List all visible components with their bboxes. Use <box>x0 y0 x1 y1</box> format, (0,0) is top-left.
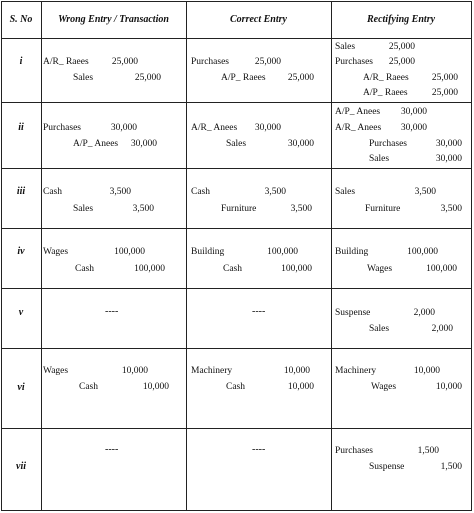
rect-amount: 1,500 <box>417 446 439 456</box>
correct-debit-amount: 10,000 <box>283 366 310 376</box>
rect-account: Machinery <box>335 366 377 376</box>
correct-debit-amount: 25,000 <box>254 57 281 67</box>
row-number: iii <box>16 186 26 197</box>
wrong-debit-account: Wages <box>43 366 69 376</box>
correct-credit-account: Sales <box>226 139 247 149</box>
correct-debit-account: Building <box>191 247 225 257</box>
wrong-debit-account: Wages <box>43 247 69 257</box>
rect-account: A/R_ Raees <box>363 73 409 83</box>
correct-entry-dash: ---- <box>252 306 266 317</box>
row-number: vi <box>17 382 25 393</box>
correct-debit-account: Purchases <box>191 57 229 67</box>
wrong-debit-amount: 25,000 <box>111 57 138 67</box>
wrong-credit-account: A/P_ Anees <box>73 139 119 149</box>
rect-account: Sales <box>369 324 390 334</box>
wrong-debit-account: A/R_ Raees <box>43 57 89 67</box>
wrong-entry-dash: ---- <box>105 444 119 455</box>
header-rectifying-entry: Rectifying Entry <box>366 14 436 25</box>
rect-account: Wages <box>371 382 397 392</box>
correct-credit-account: Furniture <box>221 204 257 214</box>
rect-account: Sales <box>369 154 390 164</box>
row-number: vii <box>16 461 26 472</box>
wrong-credit-account: Sales <box>73 204 94 214</box>
rect-account: A/P_ Anees <box>335 107 381 117</box>
rect-amount: 2,000 <box>413 308 435 318</box>
rect-account: Sales <box>335 42 356 52</box>
wrong-debit-account: Purchases <box>43 123 81 133</box>
header-correct-entry: Correct Entry <box>230 14 287 25</box>
wrong-credit-amount: 30,000 <box>130 139 157 149</box>
correct-credit-amount: 3,500 <box>290 204 312 214</box>
correct-credit-account: Cash <box>226 382 245 392</box>
rect-account: Sales <box>335 187 356 197</box>
correct-debit-amount: 100,000 <box>267 247 298 257</box>
rect-account: Purchases <box>335 446 373 456</box>
rectification-table <box>1 1 472 511</box>
rect-amount: 25,000 <box>388 57 415 67</box>
rect-account: A/R_ Anees <box>335 123 382 133</box>
rect-amount: 100,000 <box>407 247 438 257</box>
correct-credit-account: A/P_ Raees <box>221 73 266 83</box>
wrong-credit-amount: 10,000 <box>142 382 169 392</box>
wrong-credit-account: Cash <box>79 382 98 392</box>
rect-amount: 25,000 <box>431 88 458 98</box>
correct-credit-account: Cash <box>223 264 242 274</box>
rect-amount: 30,000 <box>435 154 462 164</box>
rect-account: Wages <box>367 264 393 274</box>
rect-amount: 3,500 <box>414 187 436 197</box>
wrong-entry-dash: ---- <box>105 306 119 317</box>
rect-amount: 1,500 <box>440 462 462 472</box>
rect-amount: 25,000 <box>388 42 415 52</box>
rect-amount: 10,000 <box>413 366 440 376</box>
rect-amount: 30,000 <box>400 107 427 117</box>
correct-debit-amount: 30,000 <box>254 123 281 133</box>
wrong-debit-amount: 10,000 <box>121 366 148 376</box>
rect-amount: 10,000 <box>435 382 462 392</box>
wrong-debit-amount: 3,500 <box>109 187 131 197</box>
correct-debit-account: A/R_ Anees <box>191 123 238 133</box>
correct-credit-amount: 100,000 <box>281 264 312 274</box>
rect-account: Furniture <box>365 204 401 214</box>
wrong-debit-amount: 30,000 <box>110 123 137 133</box>
rect-account: Purchases <box>369 139 407 149</box>
correct-debit-account: Machinery <box>191 366 233 376</box>
rect-account: A/P_ Raees <box>363 88 408 98</box>
rect-account: Suspense <box>369 462 405 472</box>
correct-entry-dash: ---- <box>252 444 266 455</box>
correct-debit-amount: 3,500 <box>264 187 286 197</box>
rect-amount: 30,000 <box>400 123 427 133</box>
wrong-credit-account: Sales <box>73 73 94 83</box>
row-number: i <box>19 56 23 67</box>
wrong-credit-amount: 25,000 <box>134 73 161 83</box>
rect-amount: 100,000 <box>426 264 457 274</box>
row-number: iv <box>17 246 25 257</box>
correct-credit-amount: 10,000 <box>287 382 314 392</box>
rect-amount: 3,500 <box>440 204 462 214</box>
wrong-credit-amount: 100,000 <box>134 264 165 274</box>
row-number: v <box>18 307 24 318</box>
correct-credit-amount: 25,000 <box>287 73 314 83</box>
rect-account: Purchases <box>335 57 373 67</box>
rect-amount: 30,000 <box>435 139 462 149</box>
rect-account: Building <box>335 247 369 257</box>
wrong-credit-amount: 3,500 <box>132 204 154 214</box>
correct-debit-account: Cash <box>191 187 210 197</box>
wrong-debit-amount: 100,000 <box>114 247 145 257</box>
rect-account: Suspense <box>335 308 371 318</box>
rect-amount: 25,000 <box>431 73 458 83</box>
wrong-credit-account: Cash <box>75 264 94 274</box>
correct-credit-amount: 30,000 <box>287 139 314 149</box>
header-wrong-entry: Wrong Entry / Transaction <box>58 14 169 25</box>
rect-amount: 2,000 <box>431 324 453 334</box>
wrong-debit-account: Cash <box>43 187 62 197</box>
row-number: ii <box>18 122 24 133</box>
header-sno: S. No <box>9 14 33 25</box>
